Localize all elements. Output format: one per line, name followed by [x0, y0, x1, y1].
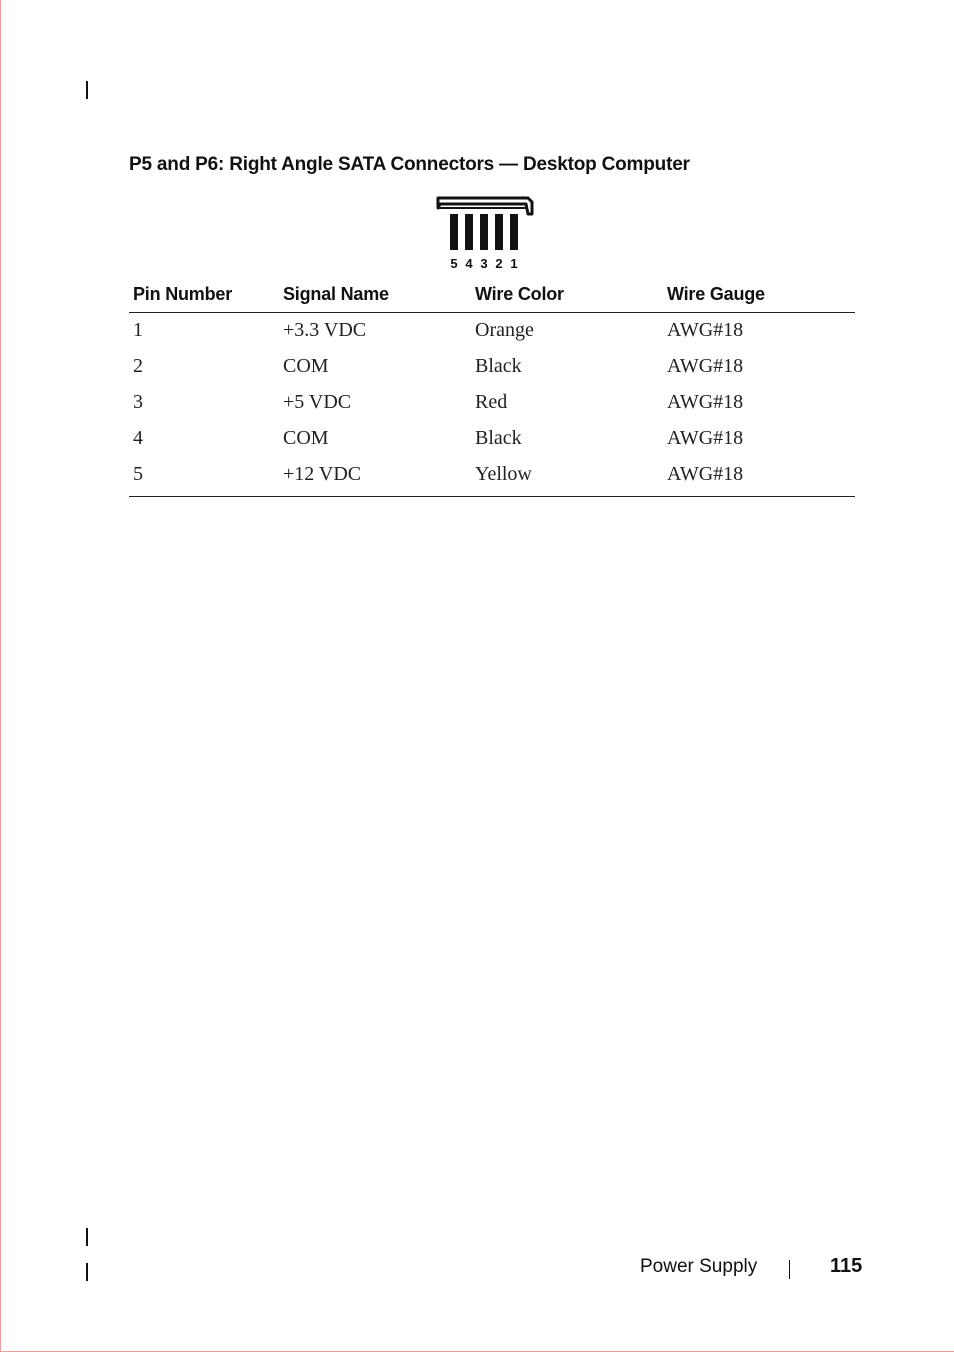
footer-page-number: 115	[830, 1255, 863, 1277]
cell-wire-gauge: AWG#18	[663, 457, 855, 497]
table-row	[129, 349, 855, 385]
header-wire-gauge: Wire Gauge	[663, 280, 855, 313]
table-row	[129, 313, 855, 350]
cell-pin-number: 4	[133, 427, 143, 449]
table-row	[129, 457, 855, 497]
pin-label: 3	[480, 256, 488, 271]
crop-mark-bottom-1	[86, 1228, 88, 1246]
cell-signal-name: +3.3 VDC	[283, 319, 367, 341]
cell-pin-number: 3	[133, 391, 143, 413]
connector-pin	[510, 214, 518, 250]
cell-wire-gauge: AWG#18	[667, 355, 744, 377]
crop-mark-bottom-2	[86, 1263, 88, 1281]
header-wire-color: Wire Color	[471, 280, 663, 313]
section-title: P5 and P6: Right Angle SATA Connectors — Desktop Computer	[129, 154, 690, 175]
page-edge-left	[0, 0, 1, 1352]
footer-section-label: Power Supply	[640, 1256, 758, 1277]
connector-pin	[480, 214, 488, 250]
cell-wire-color: Yellow	[471, 457, 663, 497]
cell-wire-gauge: AWG#18	[667, 427, 744, 449]
footer-separator	[789, 1260, 790, 1279]
pin-table	[129, 280, 855, 497]
cell-wire-color: Red	[475, 391, 508, 413]
header-signal-name: Signal Name	[279, 280, 471, 313]
pin-label: 5	[450, 256, 458, 271]
crop-mark-top	[86, 81, 88, 99]
cell-signal-name: +12 VDC	[279, 457, 471, 497]
cell-wire-color: Black	[475, 355, 522, 377]
table-row	[129, 421, 855, 457]
connector-pin	[495, 214, 503, 250]
cell-wire-color: Black	[475, 427, 522, 449]
cell-signal-name: COM	[283, 427, 329, 449]
connector-pin	[465, 214, 473, 250]
cell-wire-color: Orange	[475, 319, 534, 341]
cell-pin-number: 1	[133, 319, 143, 341]
table-row	[129, 385, 855, 421]
cell-pin-number: 2	[133, 355, 143, 377]
cell-wire-gauge: AWG#18	[667, 319, 744, 341]
pin-label: 2	[495, 256, 503, 271]
table-header-row	[129, 280, 855, 313]
pin-label: 1	[510, 256, 518, 271]
cell-pin-number: 5	[129, 457, 279, 497]
header-pin-number: Pin Number	[129, 280, 279, 313]
sata-connector-icon	[428, 192, 538, 272]
cell-signal-name: COM	[283, 355, 329, 377]
connector-pin	[450, 214, 458, 250]
pin-label: 4	[465, 256, 473, 271]
cell-signal-name: +5 VDC	[283, 391, 352, 413]
cell-wire-gauge: AWG#18	[667, 391, 744, 413]
